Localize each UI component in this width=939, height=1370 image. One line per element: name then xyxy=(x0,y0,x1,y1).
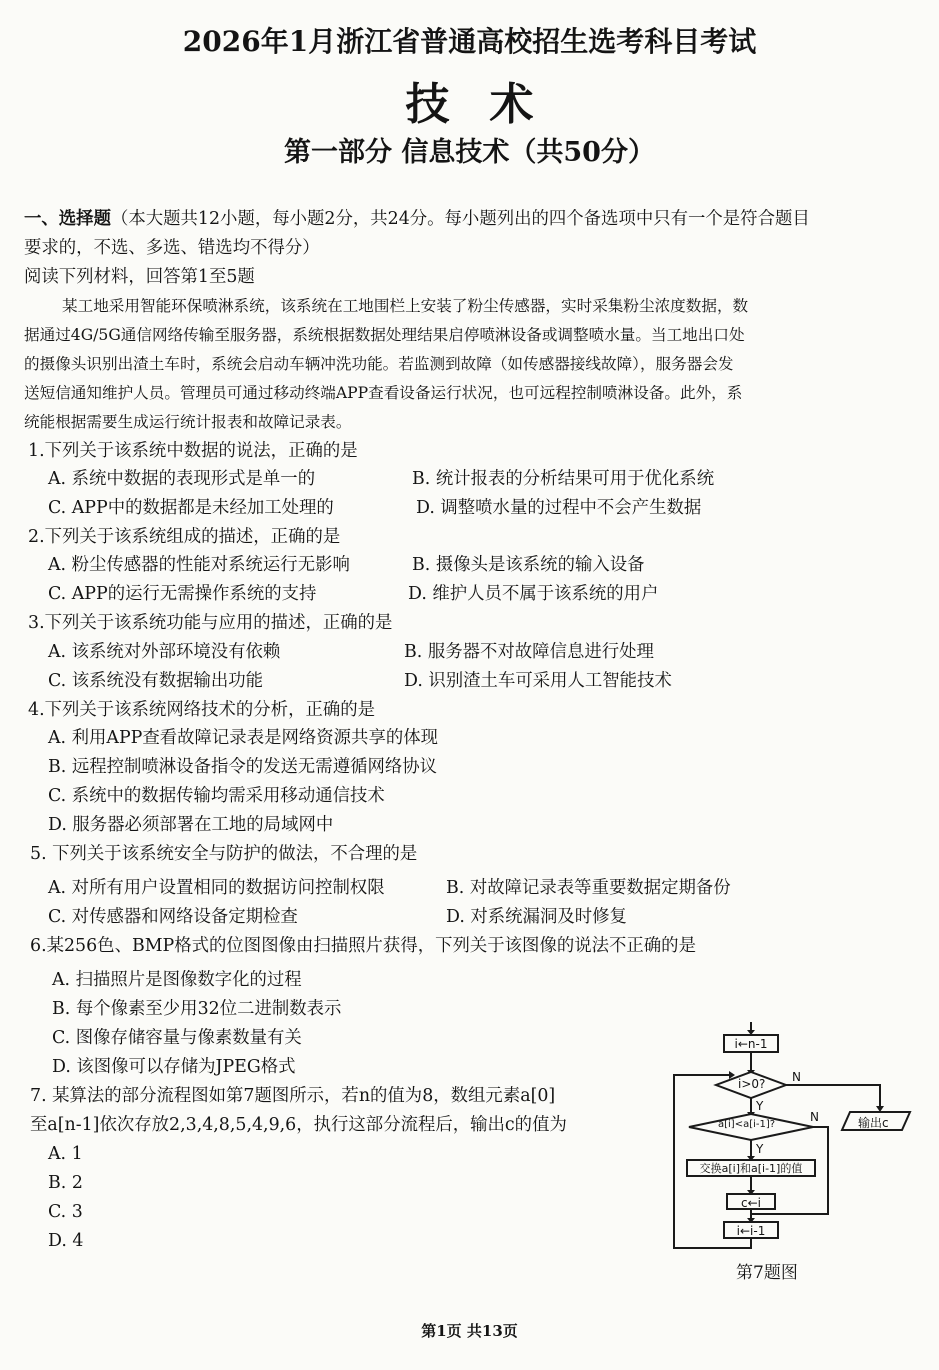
q1-option-d: D. 调整喷水量的过程中不会产生数据 xyxy=(416,498,702,518)
q3-option-a: A. 该系统对外部环境没有依赖 xyxy=(48,642,281,662)
material-line: 据通过4G/5G通信网络传输至服务器，系统根据数据处理结果启停喷淋设备或调整喷水量。当工地出口处 xyxy=(24,326,745,344)
subject-title: 技术 xyxy=(405,79,574,130)
flow-cond1-yes: Y xyxy=(756,1099,764,1113)
q3-stem: 3.下列关于该系统功能与应用的描述，正确的是 xyxy=(28,613,393,633)
material-line: 送短信通知维护人员。管理员可通过移动终端APP查看设备运行状况，也可远程控制喷淋设备。此外，系 xyxy=(24,384,743,402)
q2-stem: 2.下列关于该系统组成的描述，正确的是 xyxy=(28,527,341,547)
q2-option-d: D. 维护人员不属于该系统的用户 xyxy=(408,584,659,604)
q1-option-b: B. 统计报表的分析结果可用于优化系统 xyxy=(412,469,715,489)
q6-option-d: D. 该图像可以存储为JPEG格式 xyxy=(52,1057,296,1077)
material-line: 某工地采用智能环保喷淋系统，该系统在工地围栏上安装了粉尘传感器，实时采集粉尘浓度数据，数 xyxy=(62,297,749,315)
q2-option-b: B. 摄像头是该系统的输入设备 xyxy=(412,555,645,575)
flow-init-box: i←n-1 xyxy=(723,1034,779,1053)
q4-stem: 4.下列关于该系统网络技术的分析，正确的是 xyxy=(28,700,376,720)
q2-option-a: A. 粉尘传感器的性能对系统运行无影响 xyxy=(48,555,350,575)
q3-option-c: C. 该系统没有数据输出功能 xyxy=(48,671,264,691)
flowchart xyxy=(660,1020,920,1255)
q1-option-c: C. APP中的数据都是未经加工处理的 xyxy=(48,498,334,518)
flow-cond2-yes: Y xyxy=(756,1142,764,1156)
flow-swap-box: 交换a[i]和a[i-1]的值 xyxy=(686,1159,816,1177)
flow-cond1-no: N xyxy=(792,1070,801,1084)
q6-option-b: B. 每个像素至少用32位二进制数表示 xyxy=(52,999,342,1019)
section-intro-line-1 xyxy=(24,205,810,233)
q6-option-a: A. 扫描照片是图像数字化的过程 xyxy=(52,970,302,990)
q4-option-c: C. 系统中的数据传输均需采用移动通信技术 xyxy=(48,786,385,806)
exam-title: 2026年1月浙江省普通高校招生选考科目考试 xyxy=(182,25,757,58)
q3-option-d: D. 识别渣土车可采用人工智能技术 xyxy=(404,671,672,691)
q4-option-a: A. 利用APP查看故障记录表是网络资源共享的体现 xyxy=(48,728,439,748)
q4-option-b: B. 远程控制喷淋设备指令的发送无需遵循网络协议 xyxy=(48,757,438,777)
q5-stem: 5. 下列关于该系统安全与防护的做法，不合理的是 xyxy=(30,844,418,864)
reading-instruction: 阅读下列材料，回答第1至5题 xyxy=(24,267,255,287)
q6-option-c: C. 图像存储容量与像素数量有关 xyxy=(52,1028,302,1048)
flow-dec-box: i←i-1 xyxy=(723,1221,779,1239)
page-footer: 第1页 共13页 xyxy=(421,1322,518,1340)
flowchart-connectors xyxy=(660,1020,920,1255)
section-intro-line-2: 要求的，不选、多选、错选均不得分） xyxy=(24,238,320,258)
q7-stem-line-2: 至a[n-1]依次存放2,3,4,8,5,4,9,6，执行这部分流程后，输出c的值为 xyxy=(30,1115,567,1135)
material-line: 的摄像头识别出渣土车时，系统会启动车辆冲洗功能。若监测到故障（如传感器接线故障），服务器会发 xyxy=(24,355,734,373)
q5-option-c: C. 对传感器和网络设备定期检查 xyxy=(48,907,298,927)
q7-option-b: B. 2 xyxy=(48,1173,83,1193)
q5-option-a: A. 对所有用户设置相同的数据访问控制权限 xyxy=(48,878,385,898)
q7-option-c: C. 3 xyxy=(48,1202,83,1222)
q6-stem: 6.某256色、BMP格式的位图图像由扫描照片获得，下列关于该图像的说法不正确的是 xyxy=(30,936,696,956)
q7-stem-line-1: 7. 某算法的部分流程图如第7题图所示，若n的值为8，数组元素a[0] xyxy=(30,1086,556,1106)
q4-option-d: D. 服务器必须部署在工地的局域网中 xyxy=(48,815,334,835)
section-intro: （本大题共12小题，每小题2分，共24分。每小题列出的四个备选项中只有一个是符合题目 xyxy=(110,209,810,229)
q2-option-c: C. APP的运行无需操作系统的支持 xyxy=(48,584,317,604)
material-line: 统能根据需要生成运行统计报表和故障记录表。 xyxy=(24,413,352,431)
flow-output-text: 输出c xyxy=(858,1116,889,1130)
figure-caption: 第7题图 xyxy=(736,1263,798,1283)
q5-option-b: B. 对故障记录表等重要数据定期备份 xyxy=(446,878,731,898)
q7-option-d: D. 4 xyxy=(48,1231,84,1251)
q1-stem: 1.下列关于该系统中数据的说法，正确的是 xyxy=(28,441,358,461)
q5-option-d: D. 对系统漏洞及时修复 xyxy=(446,907,627,927)
flow-cond2-text: a[i]<a[i-1]? xyxy=(718,1119,776,1130)
section-heading: 一、选择题 xyxy=(24,209,111,229)
flow-assign-box: c←i xyxy=(726,1193,776,1210)
q1-option-a: A. 系统中数据的表现形式是单一的 xyxy=(48,469,316,489)
part-title: 第一部分 信息技术（共50分） xyxy=(284,137,655,168)
flow-cond2-no: N xyxy=(810,1110,819,1124)
flow-cond1-text: i>0? xyxy=(738,1077,766,1091)
q3-option-b: B. 服务器不对故障信息进行处理 xyxy=(404,642,654,662)
q7-option-a: A. 1 xyxy=(48,1144,83,1164)
